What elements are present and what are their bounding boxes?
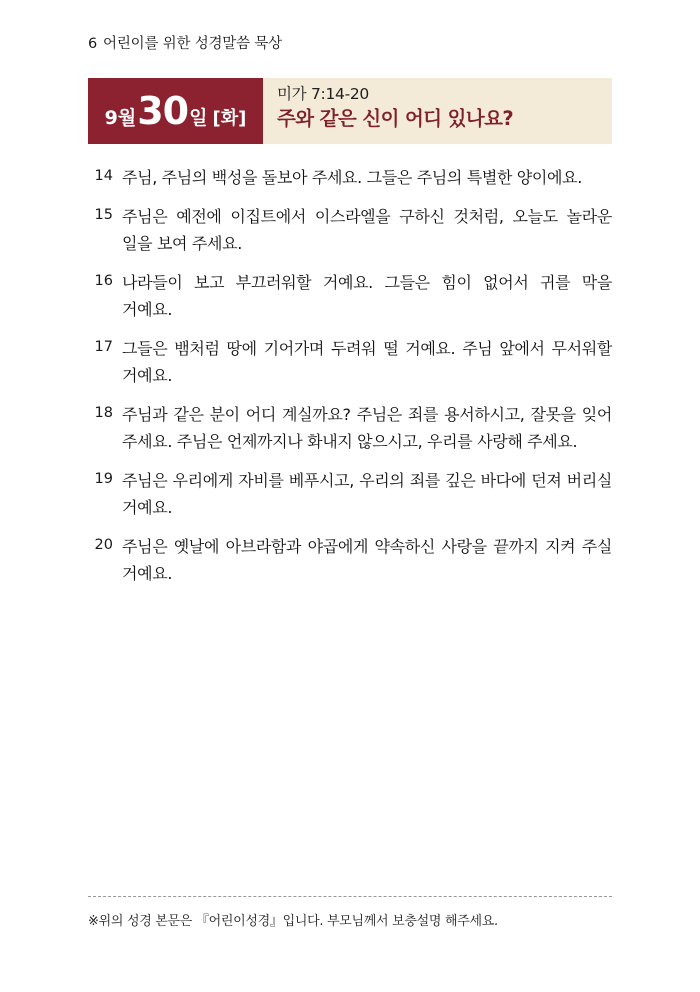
verse-number: 19 <box>94 470 113 487</box>
verse-item <box>88 467 612 522</box>
verse-number: 17 <box>94 338 113 355</box>
verse-number: 14 <box>94 168 113 184</box>
running-header <box>88 32 282 53</box>
verse-item <box>88 533 612 588</box>
verse-text: 주님은 옛날에 아브라함과 야곱에게 약속하신 사랑을 끝까지 지켜 주실 거예요. <box>122 536 612 584</box>
verse-text: 주님, 주님의 백성을 돌보아 주세요. 그들은 주님의 특별한 양이에요. <box>122 168 582 187</box>
verse-text: 주님은 우리에게 자비를 베푸시고, 우리의 죄를 깊은 바다에 던져 버리실 거예요. <box>122 470 612 518</box>
footnote-divider <box>88 896 612 897</box>
verse-number: 16 <box>94 272 113 289</box>
verse-number: 20 <box>94 536 113 553</box>
verse-item <box>88 335 612 390</box>
date-weekday: [화] <box>212 108 247 129</box>
footnote: ※위의 성경 본문은 『어린이성경』입니다. 부모님께서 보충설명 해주세요. <box>88 914 498 929</box>
verse-text: 그들은 뱀처럼 땅에 기어가며 두려워 떨 거예요. 주님 앞에서 무서워할 거예요. <box>122 338 612 386</box>
verse-text: 나라들이 보고 부끄러워할 거예요. 그들은 힘이 없어서 귀를 막을 거예요. <box>122 272 612 320</box>
page-number: 6 <box>88 36 98 52</box>
verse-item <box>88 164 612 192</box>
passage-title: 주와 같은 신이 어디 있나요? <box>277 107 514 131</box>
verse-text: 주님은 예전에 이집트에서 이스라엘을 구하신 것처럼, 오늘도 놀라운 일을 보여 주세요. <box>122 206 612 254</box>
date-suffix: 일 <box>189 107 208 129</box>
date-month: 9월 <box>104 107 137 129</box>
verse-item <box>88 269 612 324</box>
book-title: 어린이를 위한 성경말씀 묵상 <box>103 36 282 52</box>
date-box <box>88 78 263 144</box>
verse-item <box>88 401 612 456</box>
verse-item <box>88 203 612 258</box>
date-inner <box>104 89 247 133</box>
reference-box <box>263 78 612 144</box>
scripture-reference: 미가 7:14-20 <box>277 85 369 103</box>
title-band <box>88 78 612 144</box>
verse-list <box>88 164 612 599</box>
verse-number: 15 <box>94 206 113 223</box>
verse-number: 18 <box>94 404 113 421</box>
verse-text: 주님과 같은 분이 어디 계실까요? 주님은 죄를 용서하시고, 잘못을 잊어 주세요. 주님은 언제까지나 화내지 않으시고, 우리를 사랑해 주세요. <box>122 404 612 452</box>
date-day: 30 <box>137 89 189 133</box>
